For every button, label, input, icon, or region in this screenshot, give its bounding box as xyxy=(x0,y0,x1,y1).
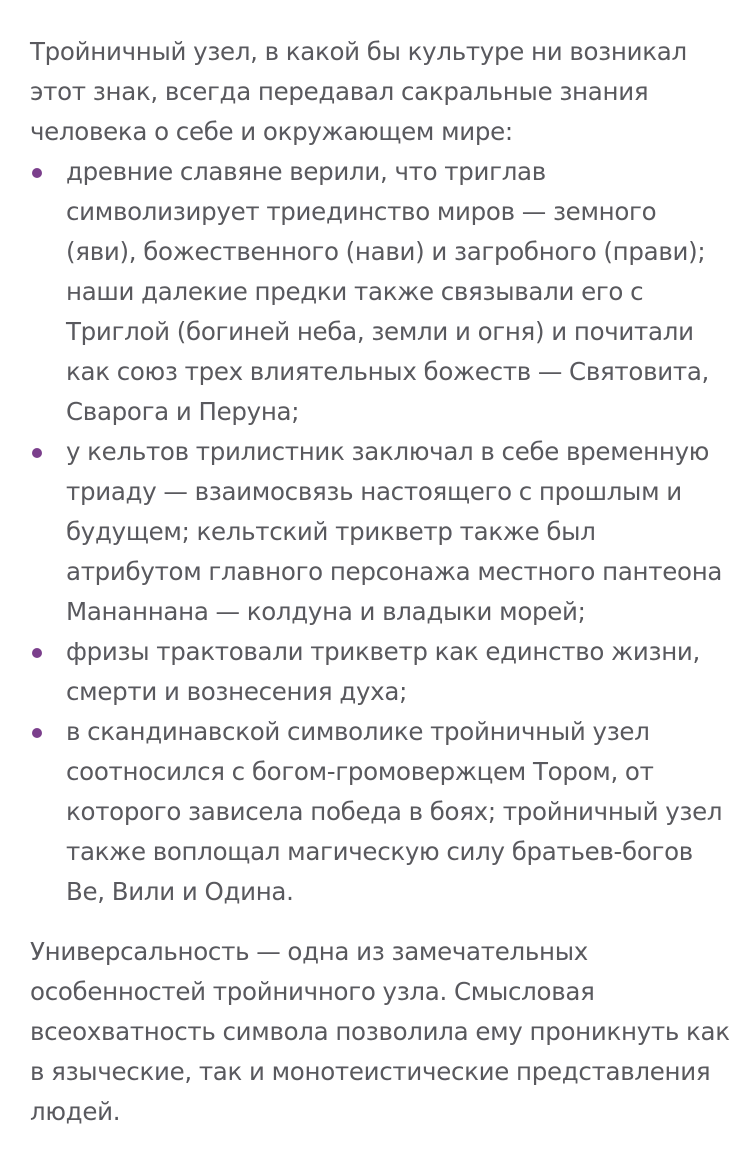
outro-paragraph: Универсальность — одна из замечательных особенностей тройничного узла. Смысловая всеохватность символа позволила ему проникнуть как в языческие, так и монотеистические представления людей. xyxy=(30,937,730,1126)
bullet-list xyxy=(30,152,730,912)
list-item xyxy=(30,712,730,912)
article-body xyxy=(30,32,730,1132)
list-item-text: у кельтов трилистник заключал в себе временную триаду — взаимосвязь настоящего с прошлым и будущем; кельтский трикветр также был атрибутом главного персонажа местного пантеона Мананнана — колдуна и владыки морей; xyxy=(66,437,723,626)
list-item xyxy=(30,152,730,432)
bullet-icon xyxy=(32,728,42,738)
list-item xyxy=(30,432,730,632)
bullet-icon xyxy=(32,168,42,178)
bullet-icon xyxy=(32,448,42,458)
list-item-text: в скандинавской символике тройничный узел соотносился с богом-громовержцем Тором, от которого зависела победа в боях; тройничный узел также воплощал магическую силу братьев-богов Ве, Вили и Одина. xyxy=(66,717,723,906)
list-item xyxy=(30,632,730,712)
intro-paragraph: Тройничный узел, в какой бы культуре ни возникал этот знак, всегда передавал сакральные знания человека о себе и окружающем мире: xyxy=(30,37,687,146)
bullet-icon xyxy=(32,648,42,658)
list-item-text: фризы трактовали трикветр как единство жизни, смерти и вознесения духа; xyxy=(66,637,701,706)
list-item-text: древние славяне верили, что триглав символизирует триединство миров — земного (яви), божественного (нави) и загробного (прави); наши далекие предки также связывали его с Триглой (богиней неба, земли и огня) и почитали как союз трех влиятельных божеств — Святовита, Сварога и Перуна; xyxy=(66,157,710,426)
